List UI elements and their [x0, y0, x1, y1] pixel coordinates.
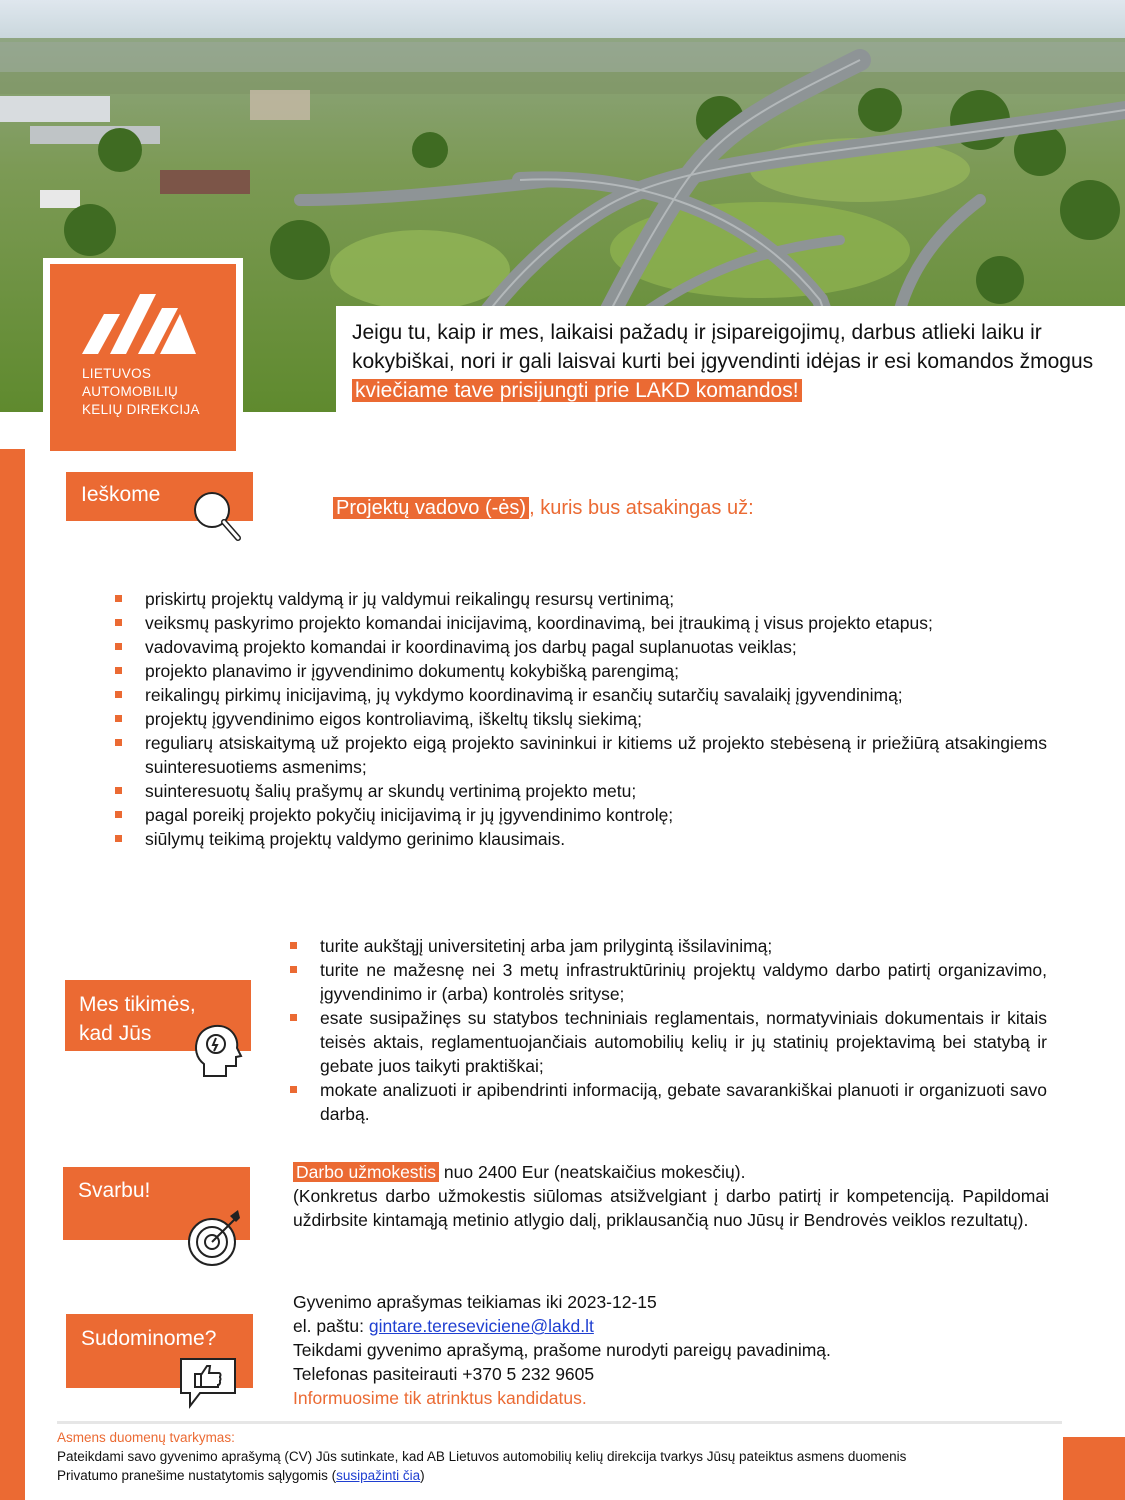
lakd-logo-mark — [82, 294, 200, 354]
corner-accent — [1063, 1437, 1125, 1500]
footer-line-2-suffix: ) — [420, 1468, 425, 1483]
thumbs-up-icon — [178, 1356, 240, 1410]
list-item: priskirtų projektų valdymą ir jų valdymui reikalingų resursų vertinimą; — [115, 587, 1047, 611]
list-item: vadovavimą projekto komandai ir koordinavimą jos darbų pagal suplanuotas veiklas; — [115, 635, 1047, 659]
list-item: veiksmų paskyrimo projekto komandai inicijavimą, koordinavimą, bei įtraukimą į visus projekto etapus; — [115, 611, 1047, 635]
logo-line-2: AUTOMOBILIŲ — [82, 384, 179, 399]
footer-divider — [57, 1421, 1062, 1424]
belief-tag-line-1: Mes tikimės, — [79, 993, 196, 1016]
contact-block — [293, 1290, 1049, 1410]
head-idea-icon — [190, 1020, 246, 1078]
important-tag-label: Svarbu! — [78, 1179, 151, 1202]
footer-line-2 — [57, 1466, 1057, 1485]
intro-text: Jeigu tu, kaip ir mes, laikaisi pažadų ir įsipareigojimų, darbus atlieki laiku ir kokybiškai, nori ir gali laisvai kurti bei įgyvendinti idėjas ir esi komandos žmogus — [352, 321, 1094, 373]
list-item: projekto planavimo ir įgyvendinimo dokumentų kokybišką parengimą; — [115, 659, 1047, 683]
role-line — [333, 497, 754, 520]
footer — [57, 1428, 1057, 1485]
list-item: reikalingų pirkimų inicijavimą, jų vykdymo koordinavimą ir esančių sutarčių savalaikį įgyvendinimą; — [115, 683, 1047, 707]
email-line — [293, 1314, 1049, 1338]
responsibilities-list — [115, 587, 1047, 851]
seeking-tag-label: Ieškome — [81, 483, 161, 506]
interested-tag-label: Sudominome? — [81, 1327, 217, 1350]
list-item: turite ne mažesnę nei 3 metų infrastruktūrinių projektų valdymo darbo patirtį organizavimo, įgyvendinimo ir (arba) kontrolės srityse; — [290, 958, 1047, 1006]
list-item: esate susipažinęs su statybos techniniais reglamentais, normatyviniais dokumentais ir kitais teisės aktais, reglamentuojančiais automobilių kelių ir jų statinių projektavimą bei statybą ir gebate juos taikyti praktiškai; — [290, 1006, 1047, 1078]
logo-line-1: LIETUVOS — [82, 366, 152, 381]
role-suffix: , kuris bus atsakingas už: — [529, 497, 754, 519]
phone-text: Telefonas pasiteirauti +370 5 232 9605 — [293, 1364, 595, 1384]
email-prefix: el. paštu: — [293, 1316, 369, 1336]
target-icon — [186, 1208, 246, 1268]
list-item: turite aukštąjį universitetinį arba jam prilygintą išsilavinimą; — [290, 934, 1047, 958]
requirements-list — [290, 934, 1047, 1126]
list-item: siūlymų teikimą projektų valdymo gerinimo klausimais. — [115, 827, 1047, 851]
belief-tag-line-2: kad Jūs — [79, 1022, 152, 1045]
salary-label: Darbo užmokestis — [293, 1162, 439, 1182]
list-item: mokate analizuoti ir apibendrinti informaciją, gebate savarankiškai planuoti ir organizuoti savo darbą. — [290, 1078, 1047, 1126]
intro-highlight: kviečiame tave prisijungti prie LAKD komandos! — [352, 379, 802, 402]
intro-paragraph — [352, 318, 1107, 405]
list-item: reguliarų atsiskaitymą už projekto eigą projekto savininkui ir kitiems už projekto stebėseną ir priežiūrą atsakingiems suinteresuotiems asmenims; — [115, 731, 1047, 779]
salary-value: nuo 2400 Eur (neatskaičius mokesčių). — [439, 1162, 746, 1182]
list-item: projektų įgyvendinimo eigos kontroliavimą, iškeltų tikslų siekimą; — [115, 707, 1047, 731]
lakd-logo — [43, 258, 243, 451]
salary-note: (Konkretus darbo užmokestis siūlomas atsižvelgiant į darbo patirtį ir kompetenciją. Papildomai uždirbsite kintamąją metinio atlygio dalį, priklausančią nuo Jūsų ir Bendrovės veiklos rezultatų). — [293, 1186, 1049, 1230]
footer-line-1: Pateikdami savo gyvenimo aprašymą (CV) Jūs sutinkate, kad AB Lietuvos automobilių kelių direkcija tvarkys Jūsų pateiktus asmens duomenis — [57, 1449, 907, 1464]
footer-title: Asmens duomenų tvarkymas: — [57, 1430, 235, 1445]
search-icon — [186, 486, 246, 546]
list-item: pagal poreikį projekto pokyčių inicijavimą ir jų įgyvendinimo kontrolę; — [115, 803, 1047, 827]
logo-line-3: KELIŲ DIREKCIJA — [82, 402, 200, 417]
privacy-link[interactable]: susipažinti čia — [336, 1468, 421, 1483]
notice-text: Informuosime tik atrinktus kandidatus. — [293, 1388, 587, 1408]
left-accent-bar — [0, 449, 25, 1500]
list-item: suinteresuotų šalių prašymų ar skundų vertinimą projekto metu; — [115, 779, 1047, 803]
instruction-text: Teikdami gyvenimo aprašymą, prašome nurodyti pareigų pavadinimą. — [293, 1340, 831, 1360]
footer-line-2-prefix: Privatumo pranešime nustatytomis sąlygomis ( — [57, 1468, 337, 1483]
deadline-text: Gyvenimo aprašymas teikiamas iki 2023-12-15 — [293, 1292, 657, 1312]
email-link[interactable]: gintare.tereseviciene@lakd.lt — [368, 1316, 594, 1336]
salary-block — [293, 1160, 1049, 1232]
role-highlight: Projektų vadovo (-ės) — [333, 497, 529, 519]
